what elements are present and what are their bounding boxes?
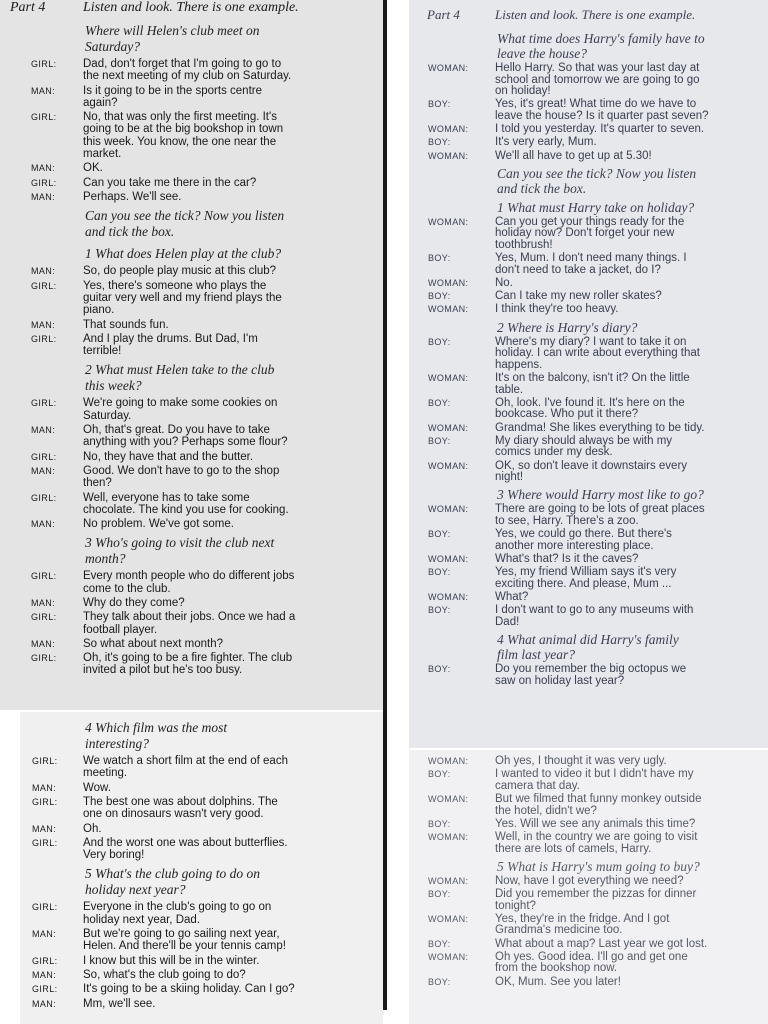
question-heading: Can you see the tick? Now you listen and tick the box. xyxy=(497,165,697,196)
dialogue-text: I know but this will be in the winter. xyxy=(83,954,260,967)
dialogue-line xyxy=(0,319,383,331)
dialogue-text: Perhaps. We'll see. xyxy=(83,191,182,203)
speaker-woman-label: WOMAN: xyxy=(428,794,469,804)
dialogue-line xyxy=(0,397,383,422)
dialogue-line xyxy=(409,592,768,604)
speaker-girl-label: GIRL: xyxy=(31,398,57,409)
dialogue-line xyxy=(0,177,383,189)
speaker-man-label: MAN: xyxy=(32,929,57,939)
speaker-girl-label: GIRL: xyxy=(31,280,57,291)
dialogue-line xyxy=(0,58,383,83)
dialogue-line xyxy=(0,265,383,277)
dialogue-text: Now, have I got everything we need? xyxy=(495,874,684,887)
speaker-girl-label: GIRL: xyxy=(31,333,57,344)
speaker-woman-label: WOMAN: xyxy=(428,951,469,962)
dialogue-text: Oh yes, I thought it was very ugly. xyxy=(495,755,667,767)
dialogue-text: But we filmed that funny monkey outside the hotel, didn't we? xyxy=(495,793,702,817)
dialogue-text: Can you get your things ready for the holiday now? Don't forget your new toothbrush! xyxy=(495,215,685,251)
speaker-woman-label: WOMAN: xyxy=(428,304,469,315)
speaker-woman-label: WOMAN: xyxy=(428,150,469,161)
speaker-girl-label: GIRL: xyxy=(32,756,58,766)
speaker-woman-label: WOMAN: xyxy=(428,278,469,288)
dialogue-line xyxy=(409,291,768,303)
dialogue-text: My diary should always be with my comics under my desk. xyxy=(495,434,673,459)
dialogue-line xyxy=(20,782,383,794)
dialogue-line xyxy=(20,998,383,1010)
dialogue-line xyxy=(0,424,383,449)
speaker-woman-label: WOMAN: xyxy=(428,592,469,602)
dialogue-text: Did you remember the pizzas for dinner tonight? xyxy=(495,888,697,912)
right-continuation-panel xyxy=(409,750,768,1024)
dialogue-line xyxy=(409,952,768,975)
speaker-girl-label: GIRL: xyxy=(31,653,57,664)
speaker-boy-label: BOY: xyxy=(428,336,451,347)
dialogue-line xyxy=(0,518,383,530)
column-divider xyxy=(383,0,387,1010)
dialogue-text: OK, Mum. See you later! xyxy=(495,975,621,988)
dialogue-line xyxy=(409,664,768,687)
speaker-girl-label: GIRL: xyxy=(32,984,58,995)
dialogue-text: OK. xyxy=(83,162,103,175)
speaker-boy-label: BOY: xyxy=(428,99,451,110)
dialogue-line xyxy=(0,652,383,677)
dialogue-text: No problem. We've got some. xyxy=(83,518,234,531)
dialogue-line xyxy=(0,597,383,609)
dialogue-line xyxy=(20,837,383,862)
dialogue-text: Well, everyone has to take some chocolate. The kind you use for cooking. xyxy=(83,491,289,516)
dialogue-line xyxy=(409,423,768,435)
speaker-girl-label: GIRL: xyxy=(31,59,57,69)
dialogue-text: What about a map? Last year we got lost. xyxy=(495,937,708,950)
speaker-boy-label: BOY: xyxy=(428,137,451,148)
dialogue-line xyxy=(0,638,383,650)
speaker-woman-label: WOMAN: xyxy=(428,63,469,73)
part-instruction: Listen and look. There is one example. xyxy=(495,7,696,22)
speaker-man-label: MAN: xyxy=(32,823,57,834)
speaker-boy-label: BOY: xyxy=(428,567,451,578)
dialogue-line xyxy=(409,398,768,421)
dialogue-text: Wow. xyxy=(83,781,111,794)
speaker-man-label: MAN: xyxy=(31,266,56,277)
dialogue-text: I told you yesterday. It's quarter to seven. xyxy=(495,123,705,136)
dialogue-text: Mm, we'll see. xyxy=(83,997,156,1010)
dialogue-text: So, what's the club going to do? xyxy=(83,968,246,981)
speaker-woman-label: WOMAN: xyxy=(428,460,469,471)
dialogue-line xyxy=(409,529,768,552)
speaker-woman-label: WOMAN: xyxy=(428,422,469,433)
dialogue-line xyxy=(0,280,383,317)
dialogue-line xyxy=(409,278,768,290)
dialogue-line xyxy=(409,304,768,316)
speaker-boy-label: BOY: xyxy=(428,664,451,674)
dialogue-text: Yes. Will we see any animals this time? xyxy=(495,817,696,830)
dialogue-line xyxy=(409,217,768,252)
speaker-woman-label: WOMAN: xyxy=(428,554,469,564)
part-heading xyxy=(10,0,380,18)
speaker-girl-label: GIRL: xyxy=(31,177,57,188)
dialogue-text: Yes, they're in the fridge. And I got Grandma's medicine too. xyxy=(495,912,670,937)
dialogue-text: The best one was about dolphins. The one on dinosaurs wasn't very good. xyxy=(83,795,278,821)
speaker-boy-label: BOY: xyxy=(428,976,451,987)
dialogue-text: No, they have that and the butter. xyxy=(83,450,254,463)
dialogue-text: But we're going to go sailing next year, Helen. And there'll be your tennis camp! xyxy=(83,928,286,953)
speaker-boy-label: BOY: xyxy=(428,253,451,264)
dialogue-text: Oh yes. Good idea. I'll go and get one from the bookshop now. xyxy=(495,950,688,975)
dialogue-text: We'll all have to get up at 5.30! xyxy=(495,149,652,162)
question-heading: Where will Helen's club meet on Saturday? xyxy=(85,23,260,54)
dialogue-text: Oh, look. I've found it. It's here on the bookcase. Who put it there? xyxy=(495,396,685,421)
dialogue-text: What's that? Is it the caves? xyxy=(495,553,639,565)
part-heading xyxy=(427,7,767,25)
dialogue-line xyxy=(20,823,383,835)
dialogue-text: There are going to be lots of great places to see, Harry. There's a zoo. xyxy=(495,503,705,527)
dialogue-text: That sounds fun. xyxy=(83,318,169,331)
dialogue-line xyxy=(409,373,768,396)
dialogue-text: We watch a short film at the end of each meeting. xyxy=(83,755,288,780)
question-heading: What time does Harry's family have to leave the house? xyxy=(497,31,705,61)
left-transcript-panel xyxy=(0,0,383,710)
speaker-boy-label: BOY: xyxy=(428,291,451,302)
dialogue-line xyxy=(409,914,768,937)
speaker-woman-label: WOMAN: xyxy=(428,875,469,886)
dialogue-line xyxy=(409,461,768,484)
speaker-woman-label: WOMAN: xyxy=(428,504,469,515)
speaker-woman-label: WOMAN: xyxy=(428,216,469,227)
speaker-girl-label: GIRL: xyxy=(32,902,58,913)
question-heading: 4 What animal did Harry's family film last year? xyxy=(497,632,679,662)
dialogue-text: I think they're too heavy. xyxy=(495,303,619,316)
dialogue-line xyxy=(20,901,383,926)
left-continuation-panel xyxy=(20,712,383,1024)
dialogue-line xyxy=(409,819,768,831)
dialogue-text: OK, so don't leave it downstairs every night! xyxy=(495,459,688,484)
dialogue-line xyxy=(20,955,383,967)
dialogue-line xyxy=(409,756,768,768)
speaker-boy-label: BOY: xyxy=(428,529,451,540)
speaker-girl-label: GIRL: xyxy=(31,571,57,582)
speaker-girl-label: GIRL: xyxy=(31,112,57,123)
dialogue-line xyxy=(0,333,383,358)
dialogue-line xyxy=(409,769,768,792)
question-heading: 2 What must Helen take to the club this week? xyxy=(85,362,275,394)
dialogue-text: So, do people play music at this club? xyxy=(83,265,277,278)
dialogue-line xyxy=(0,570,383,595)
dialogue-text: It's very early, Mum. xyxy=(495,136,597,149)
right-transcript-panel xyxy=(409,0,768,748)
dialogue-text: Oh, that's great. Do you have to take anything with you? Perhaps some flour? xyxy=(83,424,288,449)
dialogue-text: Why do they come? xyxy=(83,597,185,609)
dialogue-line xyxy=(409,99,768,122)
dialogue-line xyxy=(409,832,768,855)
question-heading: 2 Where is Harry's diary? xyxy=(497,319,638,335)
question-heading: 5 What is Harry's mum going to buy? xyxy=(497,858,700,874)
dialogue-line xyxy=(20,969,383,981)
dialogue-line xyxy=(0,85,383,110)
dialogue-text: No. xyxy=(495,277,513,289)
dialogue-line xyxy=(0,111,383,160)
dialogue-text: It's going to be a skiing holiday. Can I go? xyxy=(83,983,295,996)
speaker-man-label: MAN: xyxy=(31,163,56,174)
dialogue-text: We're going to make some cookies on Saturday. xyxy=(83,397,278,422)
question-heading: 1 What does Helen play at the club? xyxy=(85,246,282,262)
dialogue-text: Can you take me there in the car? xyxy=(83,176,257,189)
dialogue-line xyxy=(409,794,768,817)
dialogue-line xyxy=(0,162,383,174)
dialogue-text: Well, in the country we are going to visit there are lots of camels, Harry. xyxy=(495,831,698,855)
speaker-man-label: MAN: xyxy=(31,598,56,608)
dialogue-line xyxy=(409,567,768,590)
dialogue-text: And the worst one was about butterflies. Very boring! xyxy=(83,836,288,862)
dialogue-line xyxy=(409,137,768,149)
dialogue-line xyxy=(0,492,383,517)
question-heading: 5 What's the club going to do on holiday next year? xyxy=(85,866,260,898)
dialogue-text: Everyone in the club's going to go on holiday next year, Dad. xyxy=(83,901,272,926)
speaker-man-label: MAN: xyxy=(32,969,57,980)
dialogue-line xyxy=(20,983,383,995)
dialogue-text: Yes, it's great! What time do we have to leave the house? Is it quarter past seven? xyxy=(495,98,709,122)
speaker-man-label: MAN: xyxy=(32,782,57,793)
dialogue-text: I wanted to video it but I didn't have my camera that day. xyxy=(495,768,694,792)
speaker-woman-label: WOMAN: xyxy=(428,124,469,135)
part-label: Part 4 xyxy=(10,0,46,15)
speaker-boy-label: BOY: xyxy=(428,435,451,446)
dialogue-line xyxy=(409,504,768,527)
dialogue-line xyxy=(409,889,768,912)
speaker-girl-label: GIRL: xyxy=(32,955,58,966)
dialogue-line xyxy=(20,796,383,821)
speaker-man-label: MAN: xyxy=(31,638,56,649)
dialogue-line xyxy=(0,451,383,463)
dialogue-text: They talk about their jobs. Once we had a football player. xyxy=(83,611,296,636)
dialogue-line xyxy=(20,755,383,780)
question-heading: 3 Who's going to visit the club next month? xyxy=(85,535,275,567)
speaker-woman-label: WOMAN: xyxy=(428,913,469,924)
speaker-boy-label: BOY: xyxy=(428,938,451,949)
speaker-man-label: MAN: xyxy=(31,192,56,202)
dialogue-text: It's on the balcony, isn't it? On the little table. xyxy=(495,372,690,396)
speaker-girl-label: GIRL: xyxy=(32,796,58,807)
speaker-boy-label: BOY: xyxy=(428,818,451,829)
dialogue-line xyxy=(409,253,768,276)
part-label: Part 4 xyxy=(427,7,460,22)
dialogue-line xyxy=(409,605,768,628)
speaker-girl-label: GIRL: xyxy=(31,612,57,623)
speaker-girl-label: GIRL: xyxy=(31,451,57,462)
dialogue-line xyxy=(409,151,768,163)
dialogue-text: Hello Harry. So that was your last day at school and tomorrow we are going to go on holiday! xyxy=(495,62,700,98)
dialogue-line xyxy=(409,63,768,98)
dialogue-text: Grandma! She likes everything to be tidy. xyxy=(495,421,705,434)
speaker-man-label: MAN: xyxy=(31,465,56,476)
speaker-girl-label: GIRL: xyxy=(31,492,57,503)
dialogue-text: Do you remember the big octopus we saw on holiday last year? xyxy=(495,663,687,687)
dialogue-text: Is it going to be in the sports centre again? xyxy=(83,84,262,109)
speaker-woman-label: WOMAN: xyxy=(428,832,469,842)
speaker-man-label: MAN: xyxy=(31,85,56,96)
dialogue-text: Yes, Mum. I don't need many things. I don't need to take a jacket, do I? xyxy=(495,252,687,276)
dialogue-line xyxy=(20,928,383,953)
dialogue-text: Every month people who do different jobs come to the club. xyxy=(83,570,295,595)
dialogue-text: Good. We don't have to go to the shop then? xyxy=(83,464,280,490)
part-instruction: Listen and look. There is one example. xyxy=(83,0,299,15)
dialogue-text: Where's my diary? I want to take it on holiday. I can write about everything that happens. xyxy=(495,335,700,371)
dialogue-text: Yes, my friend William says it's very exciting there. And please, Mum ... xyxy=(495,566,677,590)
dialogue-line xyxy=(409,977,768,989)
dialogue-line xyxy=(409,554,768,566)
speaker-woman-label: WOMAN: xyxy=(428,373,469,383)
speaker-man-label: MAN: xyxy=(32,998,57,1009)
speaker-boy-label: BOY: xyxy=(428,397,451,408)
question-heading: 3 Where would Harry most like to go? xyxy=(497,487,704,503)
speaker-girl-label: GIRL: xyxy=(32,837,58,848)
speaker-man-label: MAN: xyxy=(31,425,56,435)
speaker-boy-label: BOY: xyxy=(428,769,451,780)
dialogue-text: I don't want to go to any museums with Dad! xyxy=(495,604,694,628)
dialogue-text: Oh, it's going to be a fire fighter. The club invited a pilot but he's too busy. xyxy=(83,652,293,677)
dialogue-line xyxy=(0,465,383,490)
speaker-boy-label: BOY: xyxy=(428,605,451,616)
speaker-man-label: MAN: xyxy=(31,519,56,530)
dialogue-text: And I play the drums. But Dad, I'm terrible! xyxy=(83,332,258,358)
dialogue-text: No, that was only the first meeting. It's going to be at the big bookshop in town this week. You know, the one near the market. xyxy=(83,111,284,161)
dialogue-line xyxy=(409,337,768,372)
question-heading: Can you see the tick? Now you listen and tick the box. xyxy=(85,208,285,240)
question-heading: 4 Which film was the most interesting? xyxy=(85,720,228,751)
dialogue-text: Yes, we could go there. But there's another more interesting place. xyxy=(495,528,672,552)
dialogue-line xyxy=(409,939,768,951)
dialogue-line xyxy=(409,436,768,459)
speaker-man-label: MAN: xyxy=(31,319,56,330)
dialogue-text: Oh. xyxy=(83,822,102,835)
dialogue-line xyxy=(409,124,768,136)
speaker-boy-label: BOY: xyxy=(428,889,451,899)
dialogue-text: So what about next month? xyxy=(83,637,224,650)
dialogue-line xyxy=(0,191,383,203)
speaker-woman-label: WOMAN: xyxy=(428,756,469,766)
question-heading: 1 What must Harry take on holiday? xyxy=(497,199,695,215)
dialogue-text: Dad, don't forget that I'm going to go to the next meeting of my club on Saturday. xyxy=(83,58,292,83)
dialogue-line xyxy=(409,876,768,888)
dialogue-line xyxy=(0,611,383,636)
dialogue-text: Yes, there's someone who plays the guitar very well and my friend plays the piano. xyxy=(83,279,282,317)
dialogue-text: What? xyxy=(495,591,529,603)
dialogue-text: Can I take my new roller skates? xyxy=(495,290,662,303)
